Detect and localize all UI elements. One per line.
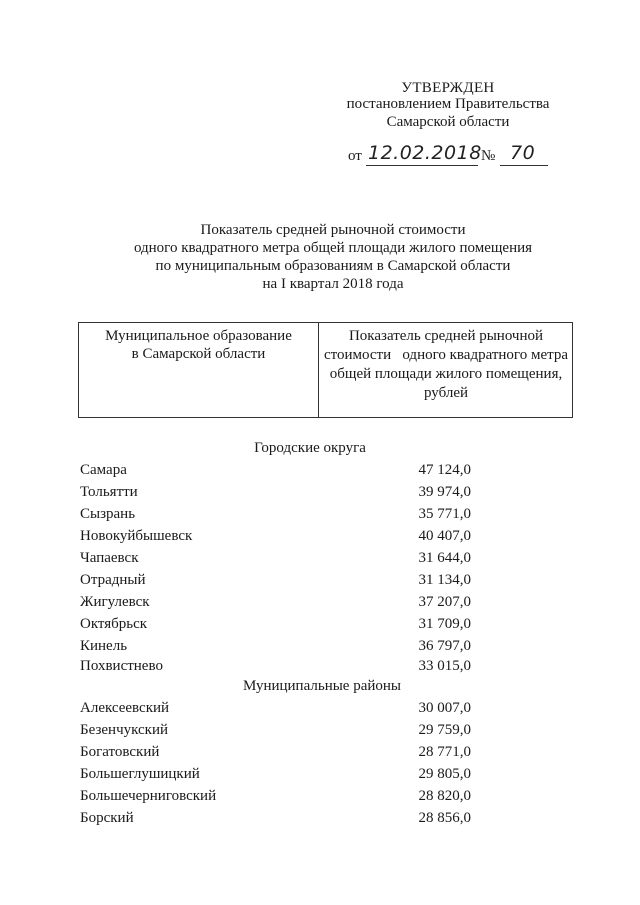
column-header-municipality — [79, 327, 318, 363]
row-municipality: Алексеевский — [80, 700, 170, 716]
table-row — [80, 744, 500, 764]
row-municipality: Отрадный — [80, 572, 146, 588]
table-row — [80, 788, 500, 808]
row-value: 31 709,0 — [418, 616, 471, 632]
document-title-line-3: по муниципальным образованиям в Самарской области — [155, 258, 511, 274]
row-value: 28 820,0 — [418, 788, 471, 804]
decree-number-handwritten: 70 — [510, 142, 536, 164]
table-row — [80, 462, 500, 482]
row-municipality: Чапаевск — [80, 550, 139, 566]
column-header-municipality-line-1: Муниципальное образование — [105, 328, 292, 344]
table-row — [80, 550, 500, 570]
date-prefix: от — [348, 148, 362, 164]
row-municipality: Октябрьск — [80, 616, 148, 632]
number-prefix: № — [481, 148, 496, 164]
row-municipality: Самара — [80, 462, 127, 478]
document-title-line-2: одного квадратного метра общей площади жилого помещения — [133, 240, 533, 256]
row-value: 28 771,0 — [418, 744, 471, 760]
row-municipality: Кинель — [80, 638, 128, 654]
row-municipality: Большечерниговский — [80, 788, 217, 804]
approval-authority: постановлением Правительства — [346, 96, 550, 112]
row-municipality: Богатовский — [80, 744, 160, 760]
column-header-price-line-2: стоимости одного квадратного метра — [323, 347, 569, 363]
row-municipality: Борский — [80, 810, 134, 826]
table-row — [80, 528, 500, 548]
row-municipality: Похвистнево — [80, 658, 163, 674]
column-header-price-line-4: рублей — [423, 385, 469, 401]
row-municipality: Большеглушицкий — [80, 766, 200, 782]
table-row — [80, 638, 500, 658]
table-row — [80, 722, 500, 742]
row-value: 31 644,0 — [418, 550, 471, 566]
column-header-price-line-1: Показатель средней рыночной — [348, 328, 544, 344]
table-row — [80, 766, 500, 786]
table-row — [80, 616, 500, 636]
table-row — [80, 506, 500, 526]
column-header-price — [319, 327, 573, 403]
approval-title: УТВЕРЖДЕН — [401, 80, 495, 96]
table-row — [80, 658, 500, 678]
table-row — [80, 700, 500, 720]
number-underline — [500, 165, 548, 166]
row-municipality: Новокуйбышевск — [80, 528, 193, 544]
table-header — [78, 322, 573, 418]
table-row — [80, 810, 500, 830]
section-title-urban-districts: Городские округа — [254, 440, 366, 456]
document-title-line-1: Показатель средней рыночной стоимости — [200, 222, 466, 238]
row-value: 39 974,0 — [418, 484, 471, 500]
row-value: 40 407,0 — [418, 528, 471, 544]
row-municipality: Тольятти — [80, 484, 138, 500]
row-value: 29 805,0 — [418, 766, 471, 782]
row-municipality: Жигулевск — [80, 594, 150, 610]
column-header-price-line-3: общей площади жилого помещения, — [329, 366, 563, 382]
section-title-municipal-districts: Муниципальные районы — [242, 678, 402, 694]
document-title-line-4: на I квартал 2018 года — [262, 276, 404, 292]
row-value: 37 207,0 — [418, 594, 471, 610]
table-row — [80, 594, 500, 614]
row-municipality: Сызрань — [80, 506, 136, 522]
row-value: 28 856,0 — [418, 810, 471, 826]
row-municipality: Безенчукский — [80, 722, 169, 738]
decree-date-handwritten: 12.02.2018 — [368, 142, 482, 164]
row-value: 29 759,0 — [418, 722, 471, 738]
column-header-municipality-line-2: в Самарской области — [131, 346, 266, 362]
row-value: 36 797,0 — [418, 638, 471, 654]
row-value: 33 015,0 — [418, 658, 471, 674]
row-value: 30 007,0 — [418, 700, 471, 716]
row-value: 47 124,0 — [418, 462, 471, 478]
date-underline — [366, 165, 478, 166]
table-row — [80, 484, 500, 504]
approval-region: Самарской области — [386, 114, 510, 130]
row-value: 35 771,0 — [418, 506, 471, 522]
row-value: 31 134,0 — [418, 572, 471, 588]
table-row — [80, 572, 500, 592]
